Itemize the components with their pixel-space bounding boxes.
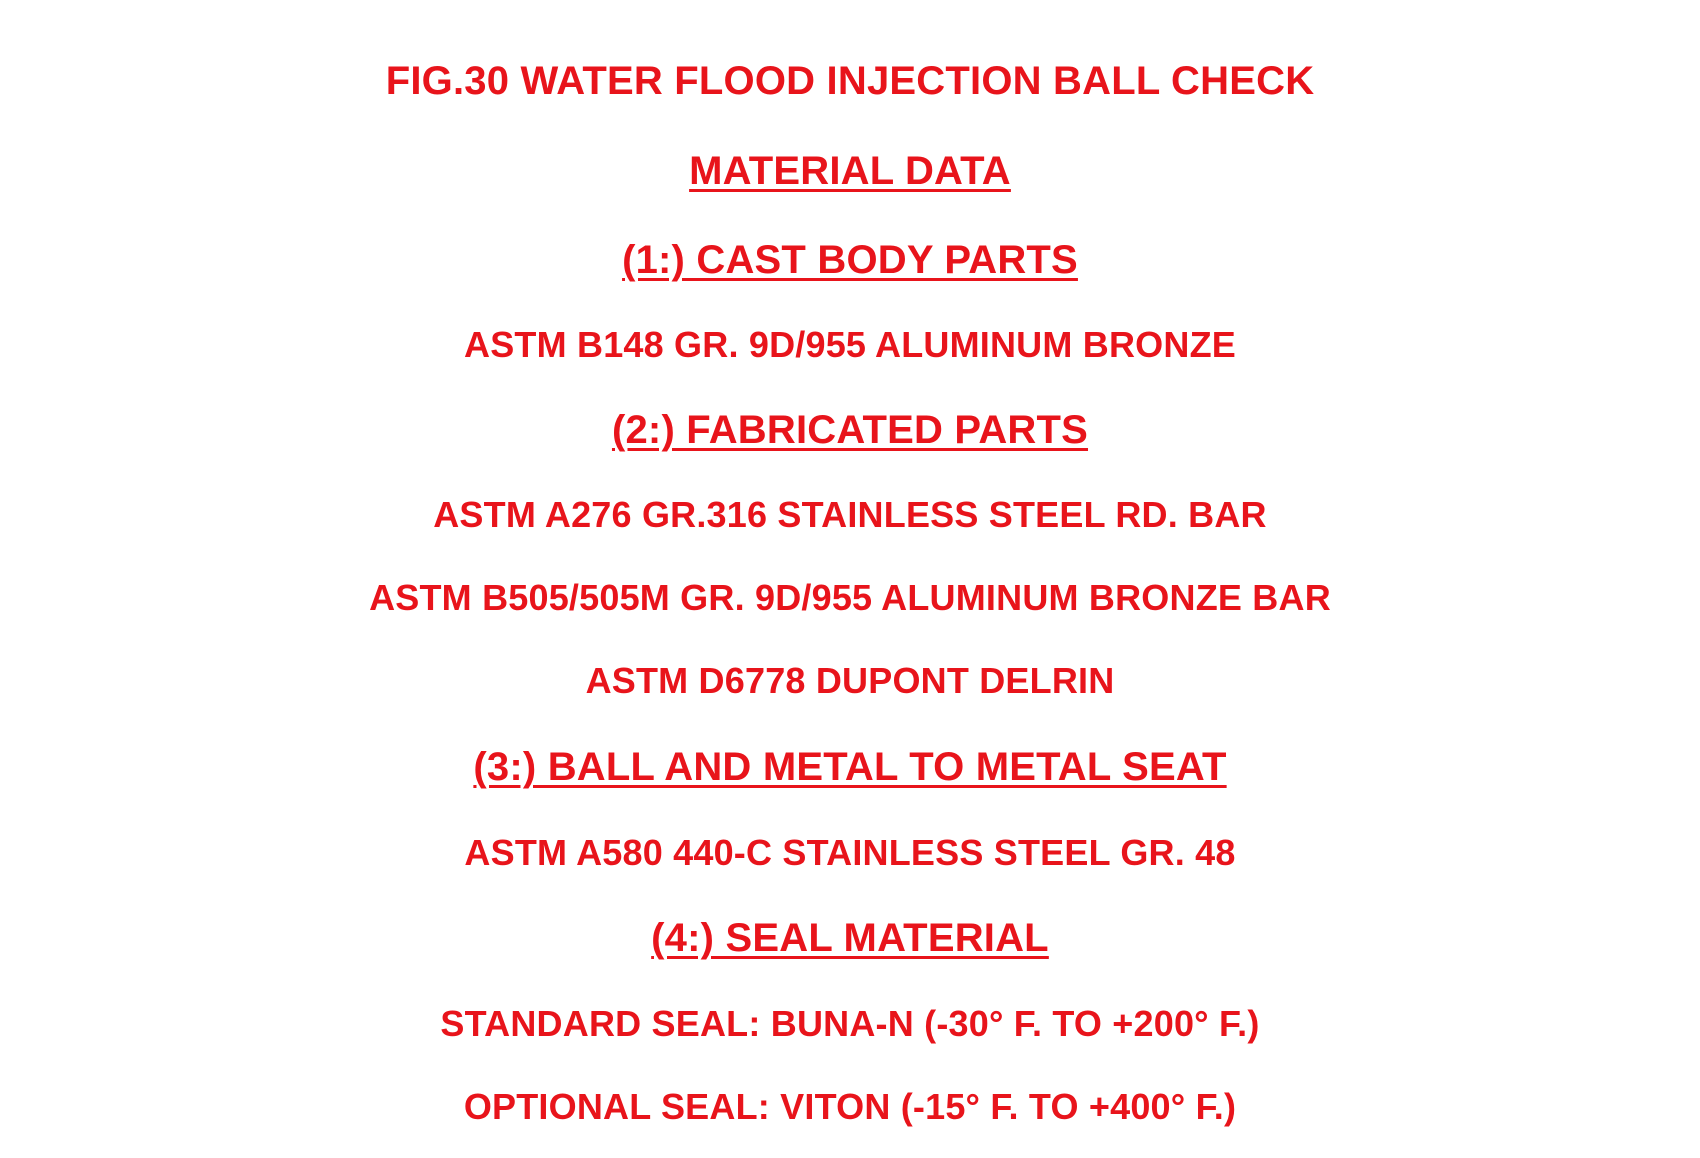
document-title: FIG.30 WATER FLOOD INJECTION BALL CHECK [385, 59, 1315, 103]
section-heading-fabricated-parts: (2:) FABRICATED PARTS [611, 408, 1089, 452]
material-data-heading: MATERIAL DATA [689, 149, 1011, 193]
fabricated-material-item-1: ASTM A276 GR.316 STAINLESS STEEL RD. BAR [433, 494, 1267, 535]
cast-body-material-item: ASTM B148 GR. 9D/955 ALUMINUM BRONZE [464, 324, 1236, 365]
section-heading-seal-material: (4:) SEAL MATERIAL [651, 916, 1049, 960]
ball-seat-material-item: ASTM A580 440-C STAINLESS STEEL GR. 48 [464, 832, 1236, 873]
fabricated-material-item-2: ASTM B505/505M GR. 9D/955 ALUMINUM BRONZE BAR [369, 577, 1331, 618]
section-heading-ball-and-seat: (3:) BALL AND METAL TO METAL SEAT [473, 745, 1227, 789]
optional-seal-item: OPTIONAL SEAL: VITON (-15° F. TO +400° F.) [463, 1086, 1237, 1127]
section-heading-cast-body-parts: (1:) CAST BODY PARTS [622, 238, 1078, 282]
standard-seal-item: STANDARD SEAL: BUNA-N (-30° F. TO +200° F.) [440, 1003, 1260, 1044]
fabricated-material-item-3: ASTM D6778 DUPONT DELRIN [585, 660, 1115, 701]
